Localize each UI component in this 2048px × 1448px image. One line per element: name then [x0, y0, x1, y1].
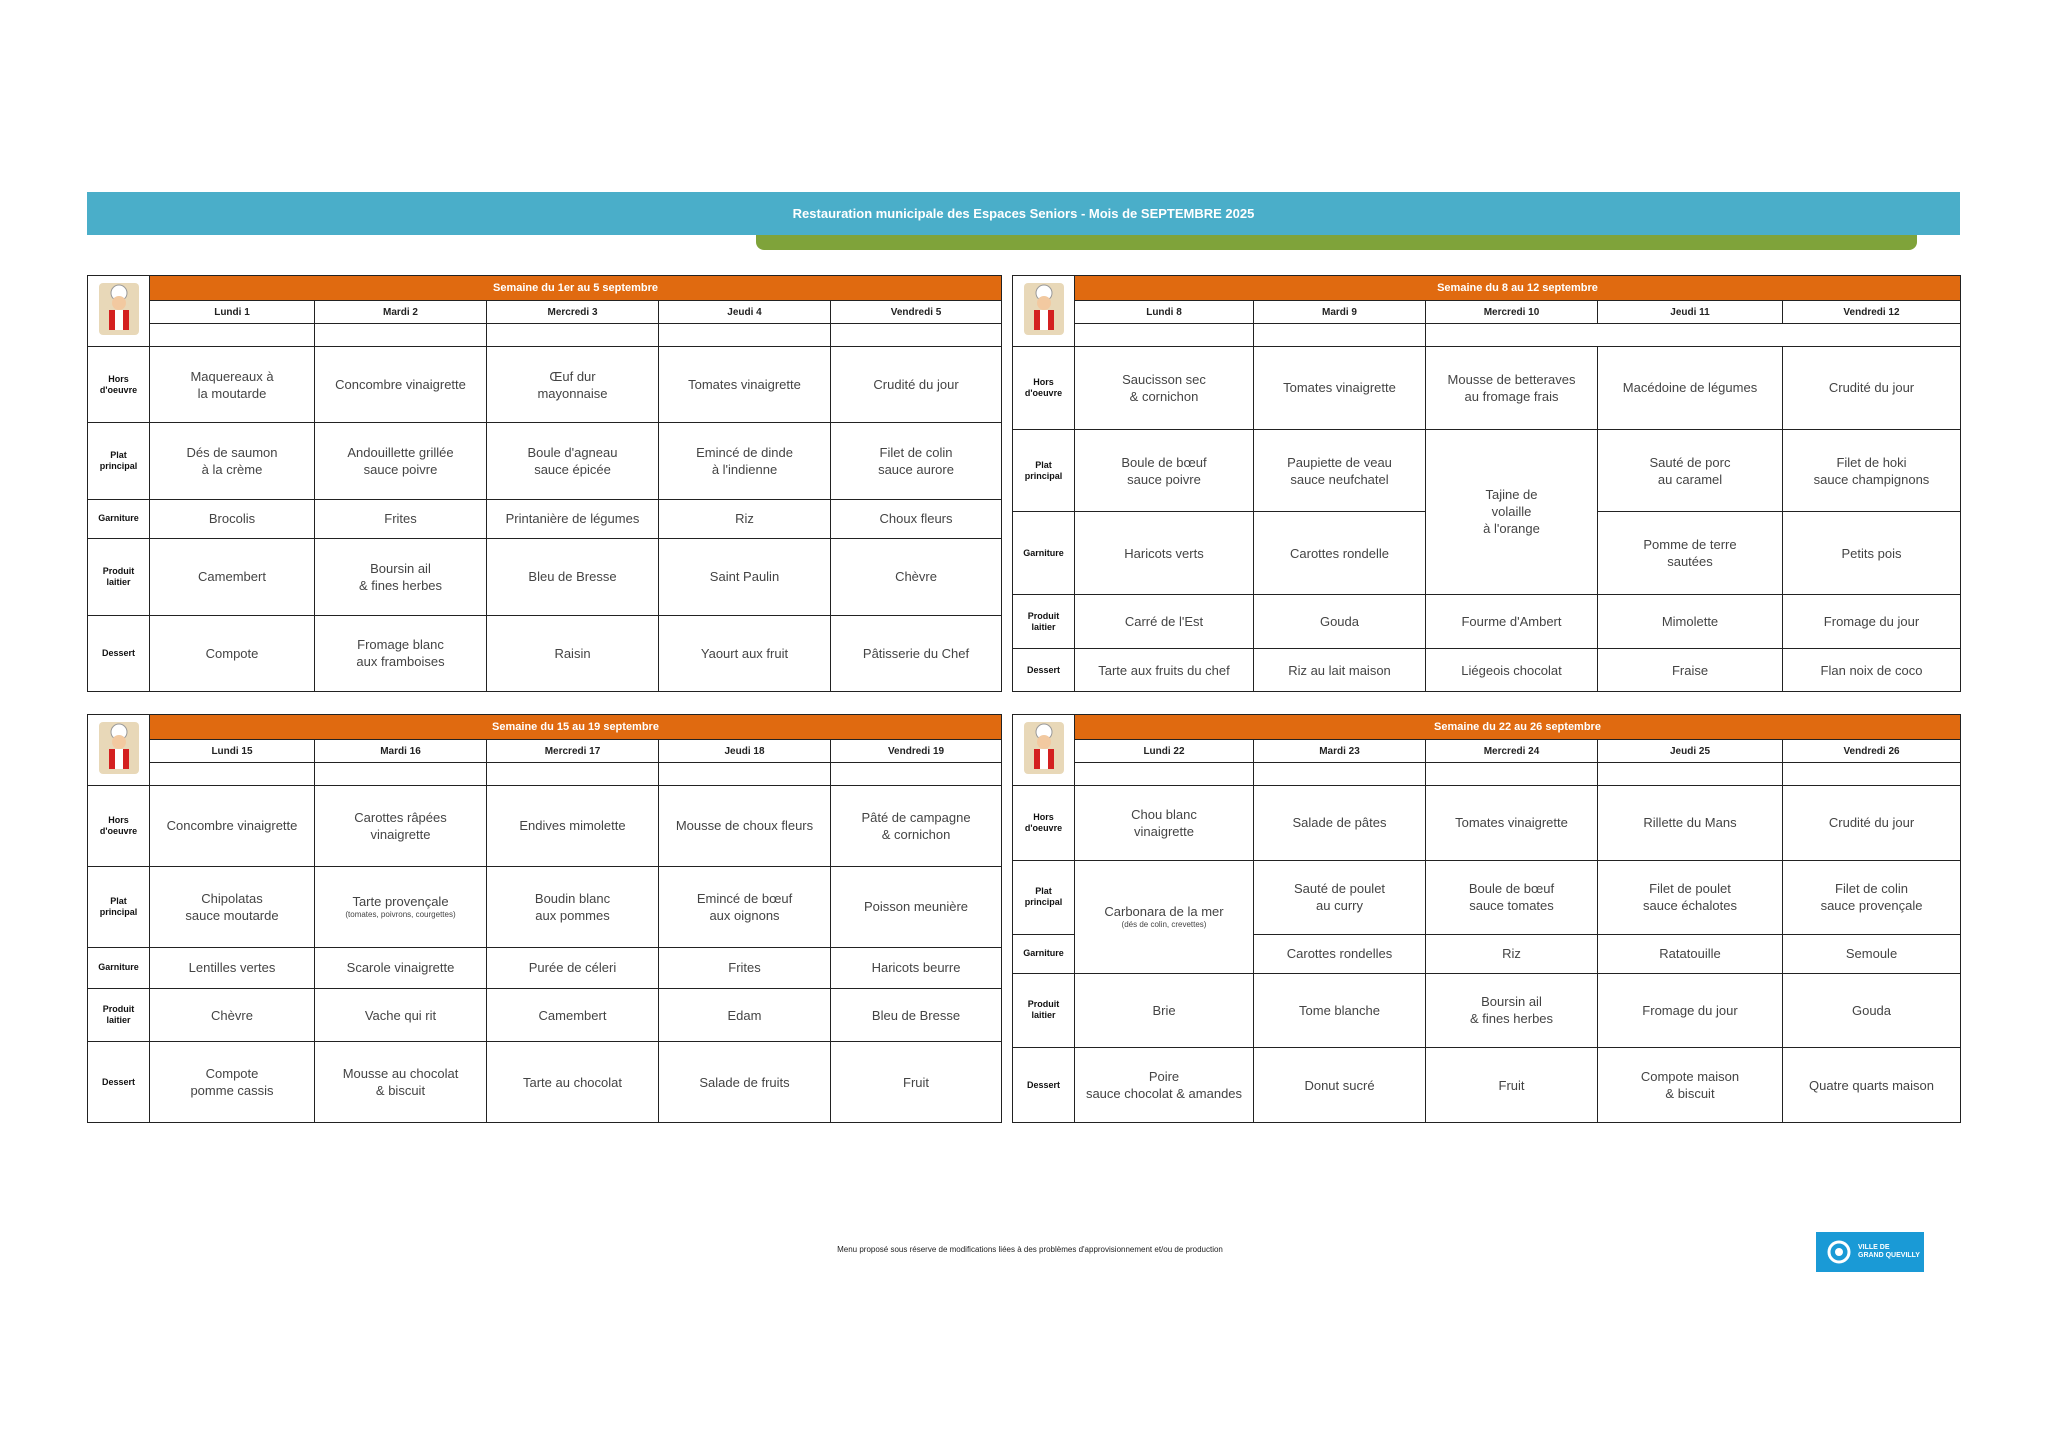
menu-cell: Crudité du jour: [873, 377, 959, 393]
week-table-1: [87, 275, 1001, 692]
menu-cell: Mousse de betteraves au fromage frais: [1447, 371, 1576, 404]
menu-cell: Boule de bœuf sauce tomates: [1468, 881, 1555, 914]
menu-cell: Gouda: [1319, 614, 1360, 630]
menu-cell: Flan noix de coco: [1820, 662, 1923, 678]
menu-cell: Frites: [384, 511, 417, 527]
menu-cell: Tomates vinaigrette: [688, 377, 801, 393]
row-label-garniture: Garniture: [1023, 547, 1064, 558]
menu-cell: Tomates vinaigrette: [1455, 815, 1568, 831]
menu-cell: Crudité du jour: [1828, 815, 1915, 831]
menu-cell: Concombre vinaigrette: [166, 818, 298, 834]
menu-cell: Concombre vinaigrette: [335, 377, 466, 393]
menu-cell: Salade de fruits: [699, 1074, 790, 1090]
menu-cell: Rillette du Mans: [1643, 815, 1737, 831]
logo-icon: [1826, 1239, 1852, 1265]
day-header: Lundi 15: [150, 740, 315, 763]
menu-cell: Carré de l'Est: [1124, 614, 1204, 630]
menu-cell: Saint Paulin: [709, 569, 780, 585]
menu-cell: Brie: [1152, 1002, 1176, 1018]
menu-cell: Fruit: [903, 1074, 930, 1090]
row-label-hors-doeuvre: Hors d'oeuvre: [1024, 811, 1063, 833]
row-label-dessert: Dessert: [1026, 664, 1061, 675]
menu-cell: Gouda: [1851, 1002, 1892, 1018]
menu-cell: Poisson meunière: [863, 899, 969, 915]
menu-cell: Tome blanche: [1299, 1002, 1380, 1018]
menu-cell: Emincé de bœuf aux oignons: [696, 890, 793, 923]
menu-cell: Purée de céleri: [528, 960, 617, 976]
menu-cell: Tarte au chocolat: [522, 1074, 622, 1090]
week-title: Semaine du 15 au 19 septembre: [150, 715, 1002, 740]
menu-cell: Riz au lait maison: [1288, 662, 1391, 678]
menu-cell: Boule de bœuf sauce poivre: [1121, 454, 1207, 487]
chef-icon: [1013, 276, 1075, 347]
menu-cell: Chèvre: [895, 569, 937, 585]
menu-cell: Œuf dur mayonnaise: [537, 368, 608, 401]
row-label-dessert: Dessert: [101, 1076, 136, 1087]
menu-cell: Tajine de volaille à l'orange: [1483, 487, 1540, 537]
menu-cell: Paupiette de veau sauce neufchatel: [1287, 454, 1392, 487]
week-title: Semaine du 1er au 5 septembre: [150, 276, 1002, 301]
day-header: Mardi 2: [315, 301, 487, 324]
row-label-garniture: Garniture: [1023, 948, 1064, 959]
menu-cell: Emincé de dinde à l'indienne: [696, 445, 793, 478]
menu-cell: Filet de hoki sauce champignons: [1813, 454, 1930, 487]
menu-cell: Fruit: [1498, 1077, 1525, 1093]
menu-cell: Fromage du jour: [1642, 1002, 1738, 1018]
page-title-banner: [87, 192, 1960, 235]
menu-cell: Scarole vinaigrette: [346, 960, 455, 976]
menu-cell: Boursin ail & fines herbes: [358, 560, 443, 593]
week-title: Semaine du 22 au 26 septembre: [1075, 715, 1961, 740]
menu-cell: Fourme d'Ambert: [1461, 614, 1562, 630]
row-label-garniture: Garniture: [98, 513, 139, 524]
menu-cell: Compote pomme cassis: [190, 1066, 274, 1099]
day-header: Jeudi 25: [1598, 740, 1783, 763]
week-title: Semaine du 8 au 12 septembre: [1075, 276, 1961, 301]
day-header: Vendredi 26: [1783, 740, 1961, 763]
menu-cell: Vache qui rit: [364, 1007, 437, 1023]
menu-cell: Saucisson sec & cornichon: [1122, 371, 1206, 404]
row-label-hors-doeuvre: Hors d'oeuvre: [99, 814, 138, 836]
menu-cell: Bleu de Bresse: [528, 569, 617, 585]
menu-cell: Petits pois: [1841, 545, 1902, 561]
day-header: Mercredi 24: [1426, 740, 1598, 763]
day-header: Mercredi 3: [487, 301, 659, 324]
city-logo: [1816, 1232, 1924, 1272]
week-table-4: [1012, 714, 1960, 1123]
day-header: Vendredi 19: [831, 740, 1002, 763]
menu-cell: Sauté de poulet au curry: [1293, 881, 1386, 914]
menu-cell: Tomates vinaigrette: [1283, 380, 1396, 396]
menu-cell: Maquereaux à la moutarde: [190, 368, 274, 401]
menu-cell: Sauté de porc au caramel: [1649, 454, 1731, 487]
row-label-laitier: Produit laitier: [102, 565, 135, 587]
row-label-dessert: Dessert: [1026, 1079, 1061, 1090]
menu-cell: Brocolis: [208, 511, 256, 527]
menu-cell: Yaourt aux fruit: [700, 645, 789, 661]
menu-cell: Camembert: [198, 569, 266, 585]
menu-cell: Printanière de légumes: [505, 511, 640, 527]
menu-cell: Mimolette: [1661, 614, 1719, 630]
day-header: Vendredi 5: [831, 301, 1002, 324]
day-header: Jeudi 11: [1598, 301, 1783, 324]
row-label-laitier: Produit laitier: [102, 1004, 135, 1026]
week-table-2: [1012, 275, 1960, 692]
footer-disclaimer: Menu proposé sous réserve de modifications liées à des problèmes d'approvisionnement et/ou de production: [837, 1245, 1223, 1254]
menu-cell: Andouillette grillée sauce poivre: [347, 445, 454, 478]
week-table-3: [87, 714, 1001, 1123]
menu-cell: Poire sauce chocolat & amandes: [1085, 1069, 1243, 1102]
day-header: Mercredi 17: [487, 740, 659, 763]
menu-cell: Chèvre: [211, 1007, 253, 1023]
menu-cell: Riz: [1502, 946, 1521, 962]
day-header: Vendredi 12: [1783, 301, 1961, 324]
day-header: Mardi 23: [1254, 740, 1426, 763]
menu-cell: Choux fleurs: [879, 511, 953, 527]
day-header: Mardi 16: [315, 740, 487, 763]
menu-cell: Salade de pâtes: [1292, 815, 1387, 831]
menu-cell: Carottes rondelles: [1286, 946, 1393, 962]
menu-cell: Chipolatas sauce moutarde: [185, 890, 279, 923]
menu-cell-note: (tomates, poivrons, courgettes): [345, 910, 456, 920]
row-label-laitier: Produit laitier: [1027, 999, 1060, 1021]
day-header: Lundi 1: [150, 301, 315, 324]
menu-cell: Compote maison & biscuit: [1640, 1069, 1740, 1102]
row-label-hors-doeuvre: Hors d'oeuvre: [99, 373, 138, 395]
row-label-plat: Plat principal: [1024, 886, 1063, 908]
menu-cell: Semoule: [1845, 946, 1898, 962]
decorative-green-bar: [756, 235, 1917, 250]
menu-cell: Donut sucré: [1304, 1077, 1375, 1093]
menu-cell: Liégeois chocolat: [1461, 662, 1562, 678]
menu-cell: Crudité du jour: [1828, 380, 1915, 396]
menu-cell: Pâtisserie du Chef: [862, 645, 970, 661]
menu-cell-note: (dés de colin, crevettes): [1121, 920, 1207, 930]
menu-cell: Mousse de choux fleurs: [675, 818, 814, 834]
menu-cell: Boursin ail & fines herbes: [1469, 994, 1554, 1027]
menu-cell: Chou blanc vinaigrette: [1131, 806, 1197, 839]
menu-cell: Filet de colin sauce provençale: [1820, 881, 1923, 914]
menu-cell: Fromage du jour: [1823, 614, 1920, 630]
row-label-plat: Plat principal: [1024, 459, 1063, 481]
menu-cell: Pâté de campagne & cornichon: [861, 809, 971, 842]
menu-cell: Tarte aux fruits du chef: [1098, 662, 1230, 678]
menu-cell: Boudin blanc aux pommes: [534, 890, 611, 923]
menu-cell: Bleu de Bresse: [871, 1007, 961, 1023]
row-label-plat: Plat principal: [99, 450, 138, 472]
menu-cell: Haricots verts: [1124, 545, 1204, 561]
chef-icon: [1013, 715, 1075, 786]
menu-cell: Macédoine de légumes: [1622, 380, 1758, 396]
day-header: Jeudi 18: [659, 740, 831, 763]
menu-cell: Frites: [728, 960, 761, 976]
menu-cell: Edam: [727, 1007, 762, 1023]
menu-cell: Ratatouille: [1659, 946, 1721, 962]
row-label-garniture: Garniture: [98, 962, 139, 973]
menu-cell: Compote: [205, 645, 259, 661]
menu-cell: Lentilles vertes: [188, 960, 276, 976]
menu-cell: Riz: [735, 511, 754, 527]
day-header: Mardi 9: [1254, 301, 1426, 324]
day-header: Lundi 22: [1075, 740, 1254, 763]
chef-icon: [88, 276, 150, 347]
logo-text: VILLE DE GRAND QUEVILLY: [1858, 1244, 1920, 1259]
menu-cell: Boule d'agneau sauce épicée: [527, 445, 618, 478]
menu-cell: Fraise: [1671, 662, 1709, 678]
menu-cell: Mousse au chocolat & biscuit: [342, 1066, 459, 1099]
menu-cell: Dés de saumon à la crème: [186, 445, 278, 478]
menu-cell: Filet de poulet sauce échalotes: [1643, 881, 1737, 914]
page-title: Restauration municipale des Espaces Seniors - Mois de SEPTEMBRE 2025: [792, 206, 1255, 221]
menu-cell: Carottes râpées vinaigrette: [354, 809, 447, 842]
menu-cell: Raisin: [554, 645, 591, 661]
menu-cell: Fromage blanc aux framboises: [356, 637, 445, 670]
day-header: Mercredi 10: [1426, 301, 1598, 324]
row-label-hors-doeuvre: Hors d'oeuvre: [1024, 376, 1063, 398]
day-header: Jeudi 4: [659, 301, 831, 324]
chef-icon: [88, 715, 150, 786]
menu-cell: Pomme de terre sautées: [1643, 537, 1737, 570]
row-label-dessert: Dessert: [101, 647, 136, 658]
day-header: Lundi 8: [1075, 301, 1254, 324]
menu-cell: Endives mimolette: [519, 818, 626, 834]
menu-cell: Quatre quarts maison: [1809, 1077, 1935, 1093]
menu-cell: Carbonara de la mer: [1104, 904, 1224, 920]
menu-cell: Tarte provençale: [352, 894, 449, 910]
menu-cell: Carottes rondelle: [1290, 545, 1389, 561]
menu-cell: Haricots beurre: [871, 960, 961, 976]
menu-cell: Camembert: [538, 1007, 607, 1023]
row-label-laitier: Produit laitier: [1027, 610, 1060, 632]
menu-cell: Filet de colin sauce aurore: [878, 445, 954, 478]
row-label-plat: Plat principal: [99, 895, 138, 917]
